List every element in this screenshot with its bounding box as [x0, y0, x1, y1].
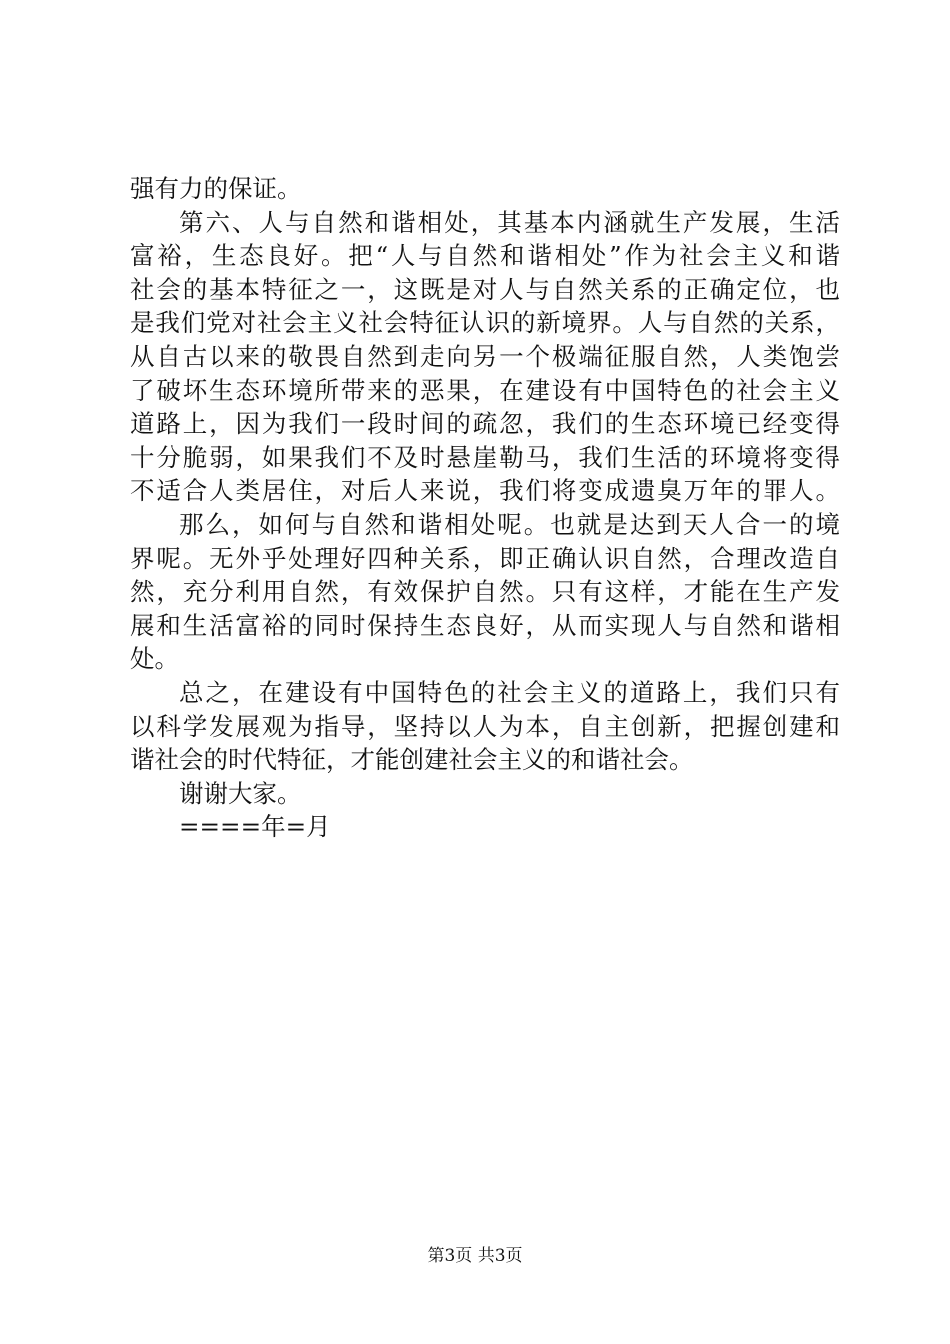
text-line: 界呢。无外乎处理好四种关系，即正确认识自然，合理改造自 [130, 543, 840, 573]
text-line: 强有力的保证。 [130, 174, 302, 203]
paragraph-harmony-start: 那么，如何与自然和谐相处呢。也就是达到天人合一的境 [179, 509, 840, 539]
page-footer: 第3页 共3页 [427, 1246, 523, 1266]
text-line: 展和生活富裕的同时保持生态良好，从而实现人与自然和谐相 [130, 610, 840, 640]
text-line: 道路上，因为我们一段时间的疏忽，我们的生态环境已经变得 [130, 409, 840, 439]
text-line: 不适合人类居住，对后人来说，我们将变成遗臭万年的罪人。 [130, 476, 840, 506]
text-line: 十分脆弱，如果我们不及时悬崖勒马，我们生活的环境将变得 [130, 442, 840, 472]
document-body [130, 172, 840, 844]
text-line: 了破坏生态环境所带来的恶果，在建设有中国特色的社会主义 [130, 375, 840, 405]
text-line: 富裕，生态良好。把“人与自然和谐相处”作为社会主义和谐 [130, 241, 840, 271]
text-line: 以科学发展观为指导，坚持以人为本，自主创新，把握创建和 [130, 711, 840, 741]
text-line: 是我们党对社会主义社会特征认识的新境界。人与自然的关系， [130, 308, 840, 338]
paragraph-conclusion-start: 总之，在建设有中国特色的社会主义的道路上，我们只有 [179, 677, 840, 707]
text-line: 处。 [130, 644, 179, 674]
date-line: ====年=月 [179, 812, 331, 842]
text-line: 社会的基本特征之一，这既是对人与自然关系的正确定位，也 [130, 274, 840, 304]
paragraph-six-start: 第六、人与自然和谐相处，其基本内涵就生产发展，生活 [179, 207, 840, 237]
text-line: 谐社会的时代特征，才能创建社会主义的和谐社会。 [130, 745, 694, 775]
thanks-line: 谢谢大家。 [179, 778, 302, 808]
text-line: 从自古以来的敬畏自然到走向另一个极端征服自然，人类饱尝 [130, 341, 840, 371]
text-line: 然，充分利用自然，有效保护自然。只有这样，才能在生产发 [130, 577, 840, 607]
